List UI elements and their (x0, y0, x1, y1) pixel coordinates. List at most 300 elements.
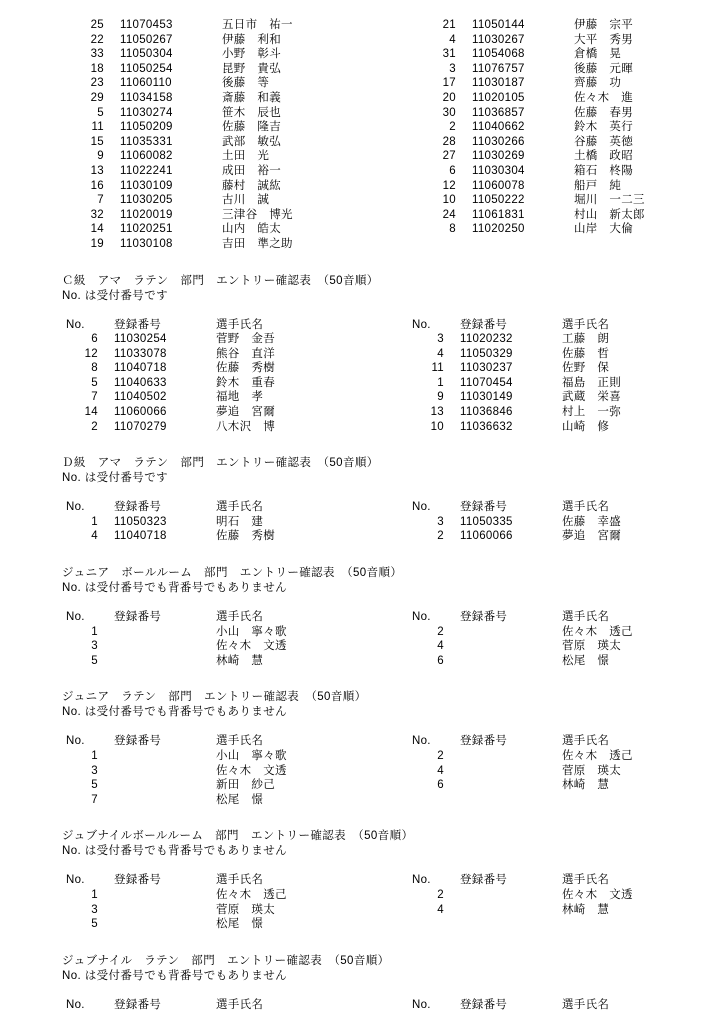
section-spacer (62, 807, 684, 829)
entry-table (62, 318, 722, 435)
table-header-row (62, 873, 722, 888)
registration-number-right: 11036846 (454, 405, 550, 420)
table-row (62, 47, 724, 62)
player-name-right: 松尾 憬 (550, 654, 722, 669)
registration-number: 11060066 (108, 405, 204, 420)
header-registration: 登録番号 (108, 500, 204, 515)
column-gap (386, 376, 408, 391)
player-name: 佐々木 文透 (204, 639, 386, 654)
section-title: Ｃ級 アマ ラテン 部門 エントリー確認表 （50音順） (62, 274, 684, 289)
registration-number (108, 625, 204, 640)
column-gap (386, 361, 408, 376)
entry-table (62, 610, 722, 668)
entry-table (62, 873, 722, 931)
player-name: 新田 紗己 (204, 778, 386, 793)
section-title: ジュブナイルボールルーム 部門 エントリー確認表 （50音順） (62, 829, 684, 844)
header-name-right: 選手氏名 (550, 610, 722, 625)
player-name: 藤村 誠紘 (210, 179, 392, 194)
table-row (62, 903, 722, 918)
player-name-right: 福島 正則 (550, 376, 722, 391)
entry-number: 8 (62, 361, 108, 376)
entry-number: 18 (62, 62, 114, 77)
entry-number-right: 4 (408, 347, 454, 362)
registration-number: 11033078 (108, 347, 204, 362)
player-name: 林崎 慧 (204, 654, 386, 669)
player-name-right: 佐藤 幸盛 (550, 515, 722, 530)
section-spacer (62, 252, 684, 274)
player-name: 佐藤 秀樹 (204, 529, 386, 544)
entry-number: 7 (62, 793, 108, 808)
header-registration: 登録番号 (108, 873, 204, 888)
table-row (62, 749, 722, 764)
player-name-right: 工藤 朗 (550, 332, 722, 347)
player-name: 熊谷 直洋 (204, 347, 386, 362)
player-name-right: 倉橋 晃 (562, 47, 724, 62)
entry-number-right: 31 (414, 47, 466, 62)
column-gap (386, 318, 408, 333)
registration-number: 11030205 (114, 193, 210, 208)
header-name-right: 選手氏名 (550, 500, 722, 515)
column-gap (386, 888, 408, 903)
entry-number-right: 2 (408, 625, 454, 640)
column-gap (386, 764, 408, 779)
entry-table-body (62, 734, 722, 807)
player-name-right: 佐々木 文透 (550, 888, 722, 903)
entry-section (62, 829, 684, 953)
entry-number: 3 (62, 764, 108, 779)
section-inner-spacer (62, 486, 684, 500)
registration-number-right: 11020250 (466, 222, 562, 237)
player-name: 菅原 瑛太 (204, 903, 386, 918)
player-name: 佐々木 透己 (204, 888, 386, 903)
table-row (62, 120, 724, 135)
table-row (62, 237, 724, 252)
table-header-row (62, 610, 722, 625)
column-gap (386, 390, 408, 405)
registration-number-right: 11050222 (466, 193, 562, 208)
entry-number: 4 (62, 529, 108, 544)
entry-number-right: 24 (414, 208, 466, 223)
registration-number-right: 11030266 (466, 135, 562, 150)
section-inner-spacer (62, 859, 684, 873)
section-inner-spacer (62, 720, 684, 734)
header-registration-right: 登録番号 (454, 873, 550, 888)
column-gap (392, 149, 414, 164)
header-no-right: No. (408, 998, 454, 1013)
header-name: 選手氏名 (204, 318, 386, 333)
registration-number-right (454, 764, 550, 779)
registration-number (108, 654, 204, 669)
registration-number-right: 11020232 (454, 332, 550, 347)
player-name: 夢追 宮爾 (204, 405, 386, 420)
section-subtitle: No. は受付番号です (62, 289, 684, 304)
column-gap (386, 610, 408, 625)
table-row (62, 420, 722, 435)
column-gap (386, 500, 408, 515)
section-title: ジュブナイル ラテン 部門 エントリー確認表 （50音順） (62, 954, 684, 969)
player-name-right: 佐藤 春男 (562, 106, 724, 121)
player-name-right: 船戸 純 (562, 179, 724, 194)
player-name-right: 菅原 瑛太 (550, 639, 722, 654)
registration-number: 11020019 (114, 208, 210, 223)
table-row (62, 222, 724, 237)
player-name-right (562, 237, 724, 252)
table-row (62, 793, 722, 808)
entry-number: 2 (62, 420, 108, 435)
table-row (62, 654, 722, 669)
registration-number: 11070453 (114, 18, 210, 33)
section-subtitle: No. は受付番号でも背番号でもありません (62, 844, 684, 859)
entry-number-right: 8 (414, 222, 466, 237)
registration-number: 11040718 (108, 361, 204, 376)
header-no: No. (62, 873, 108, 888)
player-name-right: 鈴木 英行 (562, 120, 724, 135)
entry-number-right: 6 (414, 164, 466, 179)
player-name: 松尾 憬 (204, 917, 386, 932)
entry-number-right: 2 (408, 529, 454, 544)
table-row (62, 361, 722, 376)
table-row (62, 625, 722, 640)
registration-number: 11030274 (114, 106, 210, 121)
player-name: 鈴木 重春 (204, 376, 386, 391)
registration-number-right (454, 654, 550, 669)
table-row (62, 149, 724, 164)
column-gap (386, 654, 408, 669)
registration-number-right: 11060066 (454, 529, 550, 544)
section-subtitle: No. は受付番号でも背番号でもありません (62, 581, 684, 596)
entry-section (62, 274, 684, 457)
entry-number: 19 (62, 237, 114, 252)
continuation-table-body (62, 18, 724, 252)
header-registration-right: 登録番号 (454, 734, 550, 749)
entry-number-right: 4 (414, 33, 466, 48)
entry-number: 7 (62, 193, 114, 208)
header-registration: 登録番号 (108, 318, 204, 333)
header-name: 選手氏名 (204, 610, 386, 625)
player-name-right: 佐藤 哲 (550, 347, 722, 362)
entry-number: 5 (62, 917, 108, 932)
player-name: 後藤 等 (210, 76, 392, 91)
header-no: No. (62, 998, 108, 1013)
column-gap (386, 515, 408, 530)
table-header-row (62, 318, 722, 333)
player-name: 斎藤 和義 (210, 91, 392, 106)
section-title: ジュニア ラテン 部門 エントリー確認表 （50音順） (62, 690, 684, 705)
player-name-right: 村上 一弥 (550, 405, 722, 420)
player-name-right: 村山 新太郎 (562, 208, 724, 223)
section-subtitle: No. は受付番号でも背番号でもありません (62, 969, 684, 984)
table-row (62, 76, 724, 91)
registration-number: 11060110 (114, 76, 210, 91)
registration-number: 11030108 (114, 237, 210, 252)
table-row (62, 515, 722, 530)
entry-number: 9 (62, 149, 114, 164)
continuation-entry-table (62, 18, 724, 252)
registration-number: 11034158 (114, 91, 210, 106)
entry-number-right: 21 (414, 18, 466, 33)
header-no: No. (62, 610, 108, 625)
player-name-right: 谷藤 英徳 (562, 135, 724, 150)
player-name-right: 後藤 元暉 (562, 62, 724, 77)
table-row (62, 193, 724, 208)
registration-number (108, 639, 204, 654)
column-gap (392, 91, 414, 106)
entry-number: 1 (62, 888, 108, 903)
header-registration-right: 登録番号 (454, 500, 550, 515)
table-row (62, 764, 722, 779)
table-row (62, 405, 722, 420)
registration-number-right: 11030187 (466, 76, 562, 91)
entry-number-right: 28 (414, 135, 466, 150)
entry-number: 3 (62, 639, 108, 654)
player-name-right: 佐々木 透己 (550, 749, 722, 764)
header-registration-right: 登録番号 (454, 998, 550, 1013)
header-registration: 登録番号 (108, 998, 204, 1013)
player-name-right: 佐野 保 (550, 361, 722, 376)
sections-container (62, 274, 684, 1034)
entry-section (62, 690, 684, 829)
entry-number: 11 (62, 120, 114, 135)
player-name-right: 山崎 修 (550, 420, 722, 435)
entry-number: 1 (62, 515, 108, 530)
entry-number-right: 2 (408, 888, 454, 903)
entry-number-right: 3 (408, 515, 454, 530)
entry-table-body (62, 610, 722, 668)
table-header-row (62, 734, 722, 749)
entry-number: 1 (62, 749, 108, 764)
registration-number-right: 11050329 (454, 347, 550, 362)
entry-number: 25 (62, 18, 114, 33)
section-title: ジュニア ボールルーム 部門 エントリー確認表 （50音順） (62, 566, 684, 581)
header-no-right: No. (408, 610, 454, 625)
table-row (62, 347, 722, 362)
entry-number-right: 6 (408, 654, 454, 669)
entry-number-right: 30 (414, 106, 466, 121)
table-row (62, 390, 722, 405)
table-row (62, 18, 724, 33)
entry-number: 13 (62, 164, 114, 179)
entry-number: 3 (62, 903, 108, 918)
registration-number: 11035331 (114, 135, 210, 150)
registration-number: 11060082 (114, 149, 210, 164)
entry-number-right: 10 (408, 420, 454, 435)
registration-number: 11050304 (114, 47, 210, 62)
registration-number-right (466, 237, 562, 252)
player-name: 昆野 貴弘 (210, 62, 392, 77)
section-spacer (62, 932, 684, 954)
column-gap (392, 193, 414, 208)
entry-number-right: 4 (408, 764, 454, 779)
player-name: 成田 裕一 (210, 164, 392, 179)
player-name: 笹木 辰也 (210, 106, 392, 121)
section-subtitle: No. は受付番号でも背番号でもありません (62, 705, 684, 720)
registration-number: 11050209 (114, 120, 210, 135)
table-row (62, 888, 722, 903)
column-gap (386, 420, 408, 435)
entry-number-right: 11 (408, 361, 454, 376)
entry-number-right: 9 (408, 390, 454, 405)
table-row (62, 376, 722, 391)
entry-number-right: 4 (408, 903, 454, 918)
registration-number-right: 11030237 (454, 361, 550, 376)
table-row (62, 164, 724, 179)
entry-number: 29 (62, 91, 114, 106)
registration-number-right: 11076757 (466, 62, 562, 77)
section-inner-spacer (62, 596, 684, 610)
table-row (62, 332, 722, 347)
registration-number: 11030109 (114, 179, 210, 194)
player-name: 三津谷 博光 (210, 208, 392, 223)
table-row (62, 208, 724, 223)
entry-number-right: 17 (414, 76, 466, 91)
entry-table-body (62, 873, 722, 931)
column-gap (386, 529, 408, 544)
player-name-right: 武蔵 栄喜 (550, 390, 722, 405)
table-header-row (62, 998, 722, 1013)
entry-number-right: 2 (408, 749, 454, 764)
player-name-right: 林崎 慧 (550, 778, 722, 793)
entry-number: 32 (62, 208, 114, 223)
section-spacer (62, 1012, 684, 1034)
player-name-right: 大平 秀男 (562, 33, 724, 48)
player-name: 小山 寧々歌 (204, 625, 386, 640)
column-gap (392, 208, 414, 223)
player-name: 小山 寧々歌 (204, 749, 386, 764)
registration-number-right: 11050335 (454, 515, 550, 530)
player-name-right: 山岸 大倫 (562, 222, 724, 237)
registration-number: 11070279 (108, 420, 204, 435)
entry-table-body (62, 318, 722, 435)
player-name: 伊藤 利和 (210, 33, 392, 48)
registration-number-right: 11061831 (466, 208, 562, 223)
column-gap (392, 135, 414, 150)
registration-number: 11050254 (114, 62, 210, 77)
table-row (62, 135, 724, 150)
entry-number-right: 27 (414, 149, 466, 164)
player-name-right: 土橋 政昭 (562, 149, 724, 164)
registration-number (108, 793, 204, 808)
column-gap (386, 639, 408, 654)
header-name: 選手氏名 (204, 734, 386, 749)
entry-number-right: 3 (414, 62, 466, 77)
registration-number: 11050323 (108, 515, 204, 530)
registration-number-right: 11020105 (466, 91, 562, 106)
entry-number-right: 6 (408, 778, 454, 793)
column-gap (392, 120, 414, 135)
header-registration-right: 登録番号 (454, 318, 550, 333)
entry-number: 12 (62, 347, 108, 362)
registration-number-right: 11030304 (466, 164, 562, 179)
entry-number-right (408, 917, 454, 932)
registration-number-right (454, 778, 550, 793)
entry-number: 5 (62, 376, 108, 391)
header-name: 選手氏名 (204, 998, 386, 1013)
player-name: 古川 誠 (210, 193, 392, 208)
table-row (62, 917, 722, 932)
column-gap (386, 917, 408, 932)
player-name: 松尾 憬 (204, 793, 386, 808)
entry-number-right: 4 (408, 639, 454, 654)
table-row (62, 91, 724, 106)
column-gap (392, 106, 414, 121)
column-gap (386, 625, 408, 640)
registration-number (108, 749, 204, 764)
player-name-right: 佐々木 透己 (550, 625, 722, 640)
entry-section (62, 566, 684, 690)
header-no-right: No. (408, 734, 454, 749)
registration-number-right (454, 749, 550, 764)
entry-table (62, 998, 722, 1013)
player-name-right: 伊藤 宗平 (562, 18, 724, 33)
column-gap (386, 903, 408, 918)
table-row (62, 106, 724, 121)
player-name-right: 林崎 慧 (550, 903, 722, 918)
registration-number (108, 917, 204, 932)
registration-number-right (454, 639, 550, 654)
entry-number: 16 (62, 179, 114, 194)
player-name-right: 佐々木 進 (562, 91, 724, 106)
entry-number: 5 (62, 778, 108, 793)
registration-number-right: 11050144 (466, 18, 562, 33)
player-name: 小野 彰斗 (210, 47, 392, 62)
registration-number: 11030254 (108, 332, 204, 347)
player-name: 佐々木 文透 (204, 764, 386, 779)
entry-number: 7 (62, 390, 108, 405)
player-name: 菅野 金吾 (204, 332, 386, 347)
column-gap (386, 778, 408, 793)
header-no: No. (62, 318, 108, 333)
table-row (62, 33, 724, 48)
entry-table-body (62, 500, 722, 544)
registration-number: 11020251 (114, 222, 210, 237)
header-registration: 登録番号 (108, 610, 204, 625)
column-gap (386, 405, 408, 420)
entry-number: 5 (62, 654, 108, 669)
registration-number-right: 11040662 (466, 120, 562, 135)
entry-number: 22 (62, 33, 114, 48)
player-name: 明石 建 (204, 515, 386, 530)
header-name-right: 選手氏名 (550, 998, 722, 1013)
entry-number-right: 1 (408, 376, 454, 391)
registration-number: 11040633 (108, 376, 204, 391)
registration-number-right: 11036632 (454, 420, 550, 435)
registration-number: 11050267 (114, 33, 210, 48)
table-row (62, 179, 724, 194)
player-name: 佐藤 秀樹 (204, 361, 386, 376)
player-name: 吉田 準之助 (210, 237, 392, 252)
header-no: No. (62, 734, 108, 749)
table-row (62, 639, 722, 654)
header-registration: 登録番号 (108, 734, 204, 749)
registration-number-right: 11030269 (466, 149, 562, 164)
header-registration-right: 登録番号 (454, 610, 550, 625)
registration-number-right (454, 888, 550, 903)
column-gap (386, 347, 408, 362)
registration-number-right: 11030149 (454, 390, 550, 405)
section-inner-spacer (62, 984, 684, 998)
column-gap (392, 76, 414, 91)
entry-number-right: 12 (414, 179, 466, 194)
column-gap (392, 47, 414, 62)
section-inner-spacer (62, 304, 684, 318)
entry-number: 1 (62, 625, 108, 640)
player-name-right (550, 793, 722, 808)
table-row (62, 778, 722, 793)
entry-number: 33 (62, 47, 114, 62)
header-name-right: 選手氏名 (550, 873, 722, 888)
table-row (62, 529, 722, 544)
column-gap (392, 222, 414, 237)
